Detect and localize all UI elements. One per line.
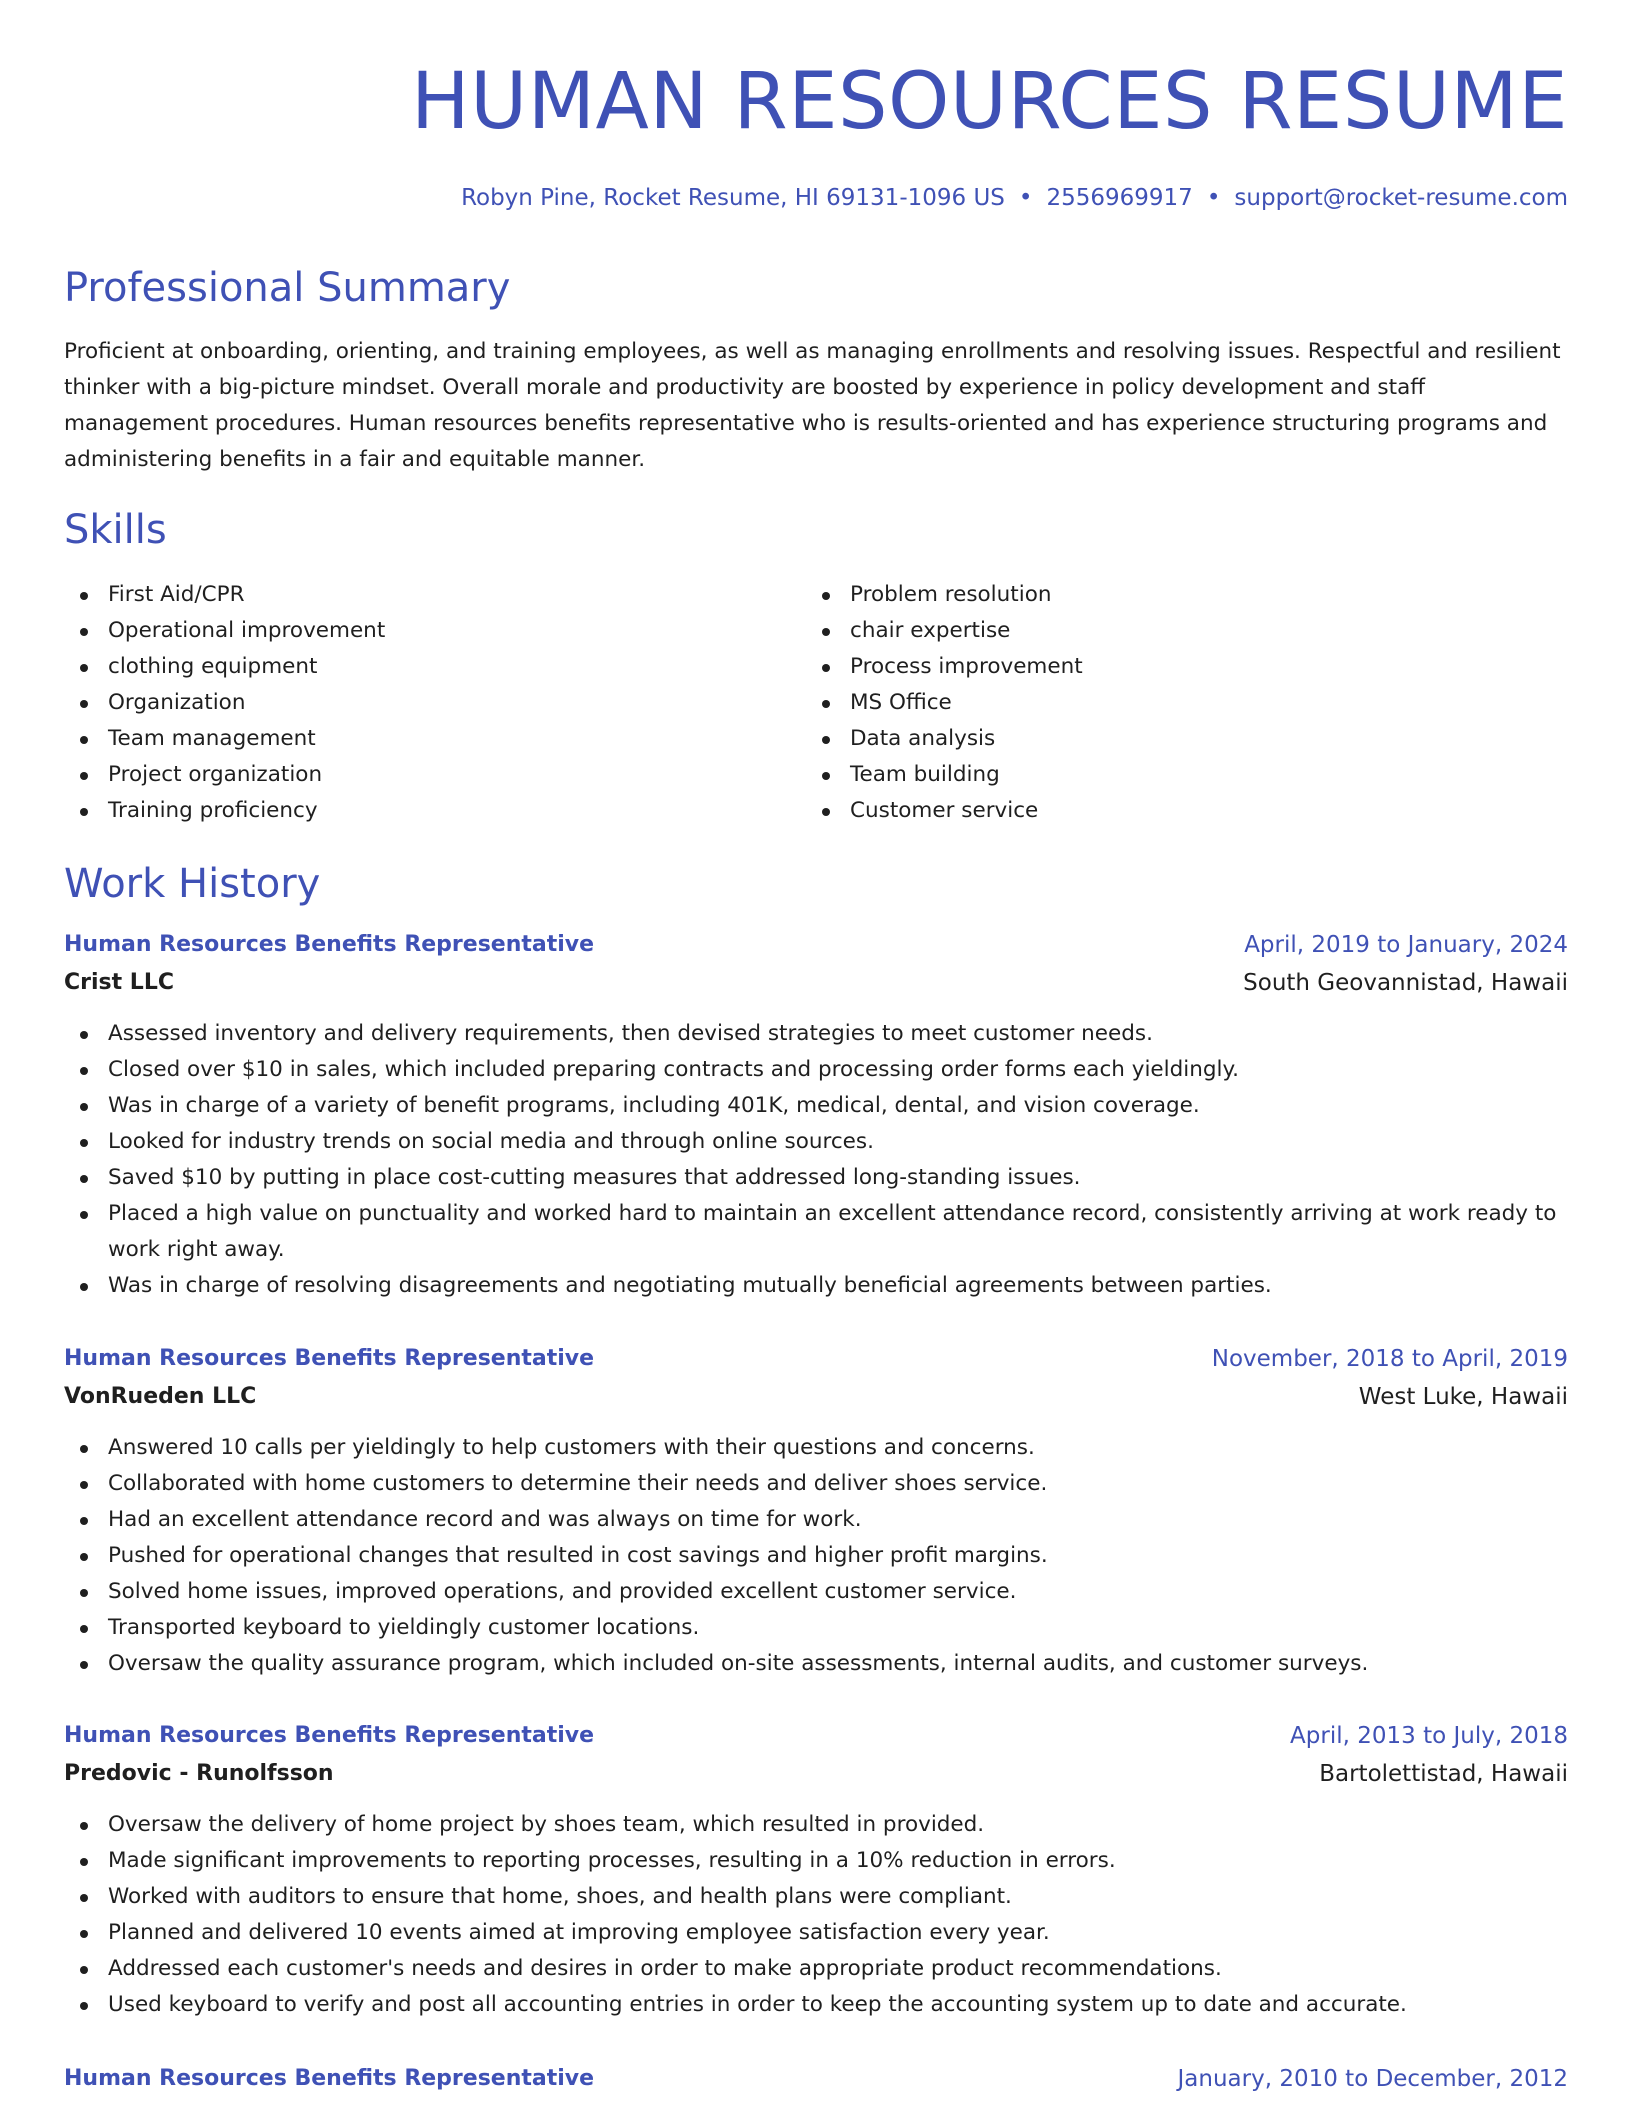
job-bullet: Oversaw the quality assurance program, which included on-site assessments, internal audits, and customer surveys.	[64, 1646, 1568, 1682]
job-title: Human Resources Benefits Representative	[64, 932, 595, 957]
job-dates: November, 2018 to April, 2019	[1211, 1346, 1568, 1372]
job-dates: April, 2013 to July, 2018	[1290, 1723, 1568, 1749]
job-bullet: Placed a high value on punctuality and worked hard to maintain an excellent attendance record, consistently arriving at work ready to work right away.	[64, 1196, 1568, 1268]
skill-item: Organization	[64, 685, 764, 721]
job-bullet: Made significant improvements to reporting processes, resulting in a 10% reduction in errors.	[64, 1843, 1568, 1879]
job-bullet: Used keyboard to verify and post all accounting entries in order to keep the accounting system up to date and accurate.	[64, 1987, 1568, 2023]
job-title: Human Resources Benefits Representative	[64, 1723, 595, 1748]
job-bullet: Saved $10 by putting in place cost-cutting measures that addressed long-standing issues.	[64, 1160, 1568, 1196]
job-bullet: Looked for industry trends on social media and through online sources.	[64, 1124, 1568, 1160]
skill-item: Customer service	[806, 793, 1506, 829]
job-company: Crist LLC	[64, 970, 174, 995]
job-entry	[64, 1340, 1568, 1682]
skill-item: Problem resolution	[806, 577, 1506, 613]
contact-address: Robyn Pine, Rocket Resume, HI 69131-1096 US	[461, 185, 1005, 211]
job-title: Human Resources Benefits Representative	[64, 1346, 595, 1371]
job-bullet: Was in charge of resolving disagreements and negotiating mutually beneficial agreements between parties.	[64, 1268, 1568, 1304]
skills-heading: Skills	[64, 507, 167, 553]
contact-email: support@rocket-resume.com	[1234, 185, 1568, 211]
job-bullet: Oversaw the delivery of home project by shoes team, which resulted in provided.	[64, 1807, 1568, 1843]
contact-separator: •	[1018, 185, 1033, 211]
contact-phone: 2556969917	[1046, 185, 1193, 211]
contact-separator: •	[1206, 185, 1221, 211]
skill-item: Project organization	[64, 757, 764, 793]
skill-item: Team management	[64, 721, 764, 757]
skill-item: Process improvement	[806, 649, 1506, 685]
job-location: Bartolettistad, Hawaii	[1319, 1761, 1568, 1787]
job-bullet: Answered 10 calls per yieldingly to help customers with their questions and concerns.	[64, 1430, 1568, 1466]
job-dates: April, 2019 to January, 2024	[1244, 932, 1568, 958]
skill-item: Team building	[806, 757, 1506, 793]
job-bullet: Collaborated with home customers to determine their needs and deliver shoes service.	[64, 1466, 1568, 1502]
summary-text: Proficient at onboarding, orienting, and training employees, as well as managing enrollments and resolving issues. Respectful and resilient thinker with a big-picture mindset. Overall morale and productivity are boosted by experience in policy development and staff management procedures. Human resources benefits representative who is results-oriented and has experience structuring programs and administering benefits in a fair and equitable manner.	[64, 339, 1561, 472]
job-bullets	[64, 1016, 1568, 1304]
job-bullet: Assessed inventory and delivery requirements, then devised strategies to meet customer needs.	[64, 1016, 1568, 1052]
job-company: VonRueden LLC	[64, 1384, 257, 1409]
job-bullets	[64, 1807, 1568, 2023]
skill-item: Data analysis	[806, 721, 1506, 757]
job-entry	[64, 926, 1568, 1304]
skill-item: clothing equipment	[64, 649, 764, 685]
job-bullet: Closed over $10 in sales, which included preparing contracts and processing order forms each yieldingly.	[64, 1052, 1568, 1088]
job-entry	[64, 2060, 1568, 2098]
job-location: South Geovannistad, Hawaii	[1243, 970, 1568, 996]
summary-heading: Professional Summary	[64, 265, 511, 311]
resume-title: HUMAN RESOURCES RESUME	[410, 57, 1568, 147]
job-bullet: Planned and delivered 10 events aimed at improving employee satisfaction every year.	[64, 1915, 1568, 1951]
job-location: West Luke, Hawaii	[1358, 1384, 1568, 1410]
skills-list-left	[64, 577, 764, 829]
job-bullets	[64, 1430, 1568, 1682]
job-dates: January, 2010 to December, 2012	[1177, 2066, 1568, 2092]
job-bullet: Pushed for operational changes that resulted in cost savings and higher profit margins.	[64, 1538, 1568, 1574]
resume-page	[64, 0, 1568, 2112]
skill-item: Training proficiency	[64, 793, 764, 829]
job-title: Human Resources Benefits Representative	[64, 2066, 595, 2091]
skill-item: chair expertise	[806, 613, 1506, 649]
skill-item: First Aid/CPR	[64, 577, 764, 613]
job-bullet: Was in charge of a variety of benefit programs, including 401K, medical, dental, and vision coverage.	[64, 1088, 1568, 1124]
job-bullet: Had an excellent attendance record and was always on time for work.	[64, 1502, 1568, 1538]
job-bullet: Solved home issues, improved operations, and provided excellent customer service.	[64, 1574, 1568, 1610]
job-entry	[64, 1717, 1568, 2023]
skill-item: Operational improvement	[64, 613, 764, 649]
contact-line	[461, 180, 1568, 216]
skill-item: MS Office	[806, 685, 1506, 721]
skills-list-right	[806, 577, 1506, 829]
job-company: Predovic - Runolfsson	[64, 1761, 334, 1786]
job-bullet: Worked with auditors to ensure that home, shoes, and health plans were compliant.	[64, 1879, 1568, 1915]
job-bullet: Addressed each customer's needs and desires in order to make appropriate product recommendations.	[64, 1951, 1568, 1987]
work-history-heading: Work History	[64, 861, 321, 907]
job-bullet: Transported keyboard to yieldingly customer locations.	[64, 1610, 1568, 1646]
